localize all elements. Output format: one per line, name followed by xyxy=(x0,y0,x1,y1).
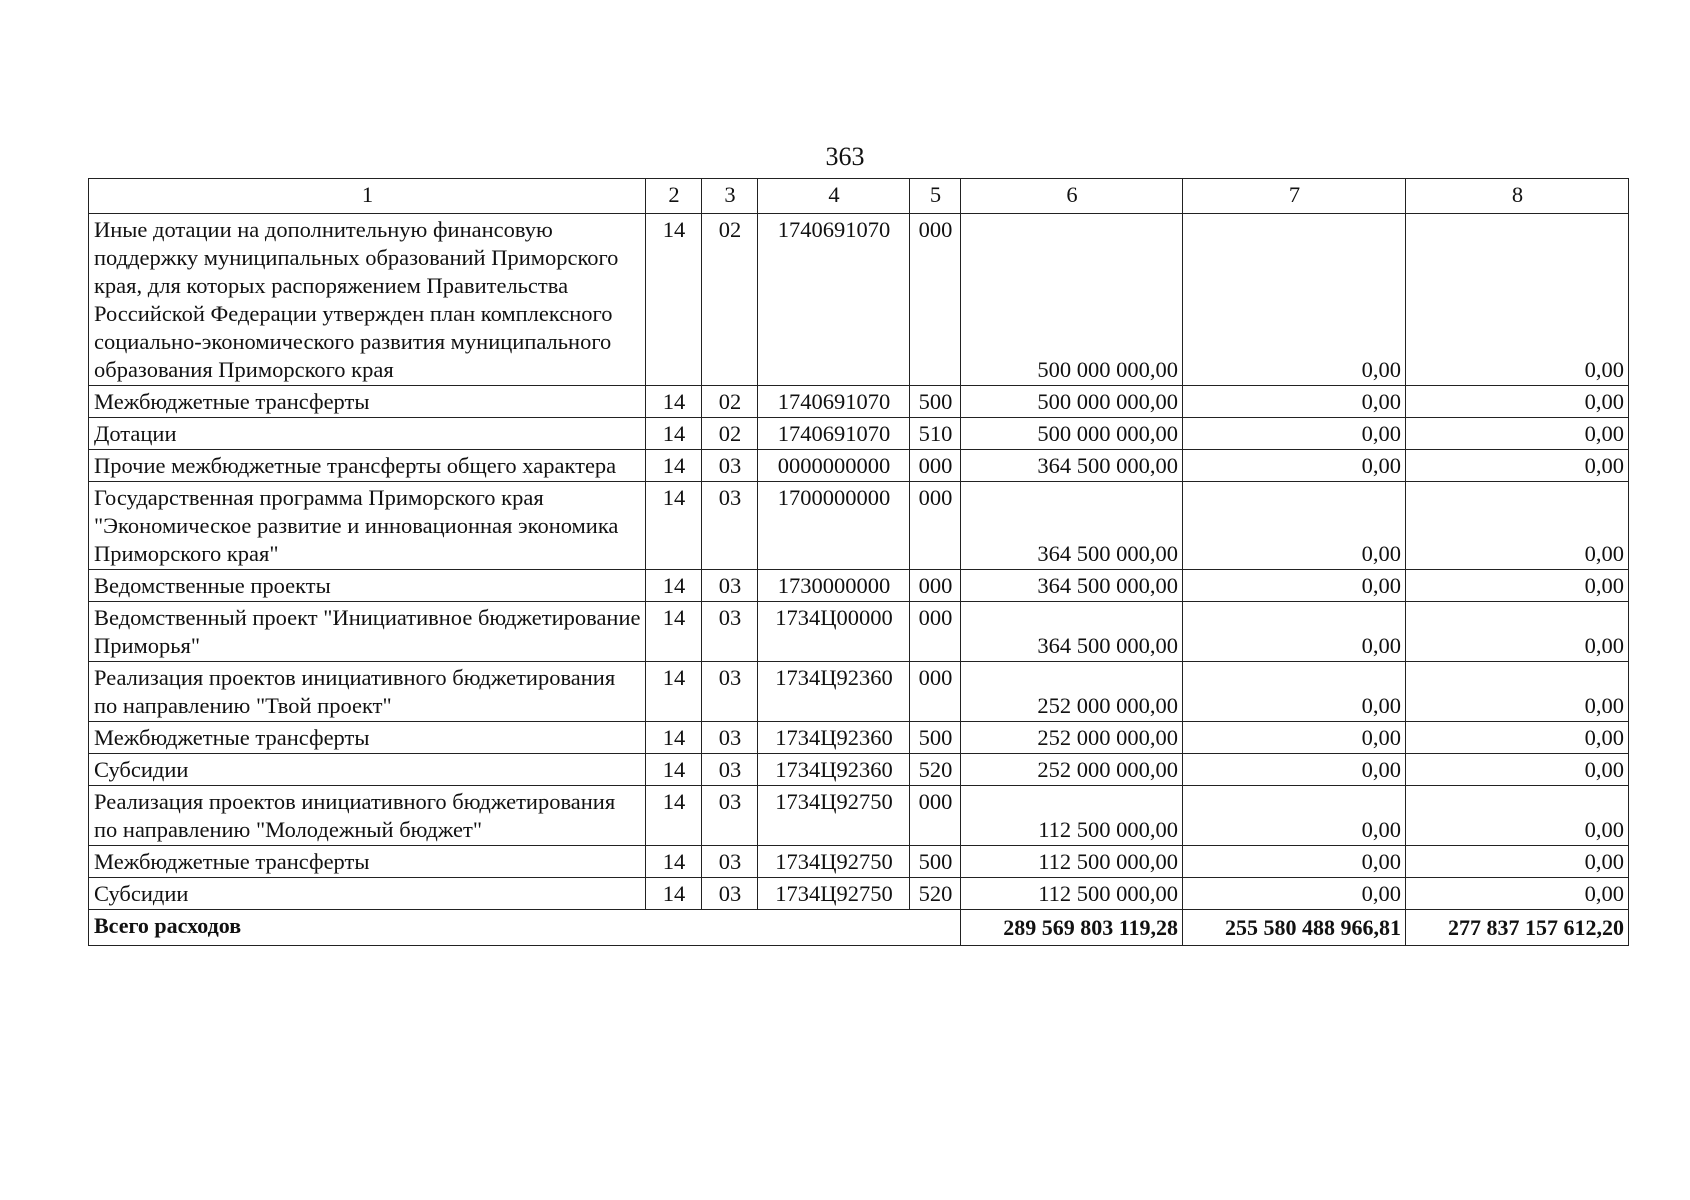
page-number: 363 xyxy=(825,142,865,171)
total-row xyxy=(89,910,1629,946)
amount-col8-cell: 0,00 xyxy=(1406,722,1629,754)
row-name-cell: Реализация проектов инициативного бюджетирования по направлению "Твой проект" xyxy=(89,662,646,722)
section-code-cell: 14 xyxy=(646,602,702,662)
section-code-cell: 14 xyxy=(646,754,702,786)
amount-col7-cell: 0,00 xyxy=(1183,878,1406,910)
row-name-cell: Государственная программа Приморского края "Экономическое развитие и инновационная экономика Приморского края" xyxy=(89,482,646,570)
section-code-cell: 14 xyxy=(646,846,702,878)
amount-col6-cell: 364 500 000,00 xyxy=(961,602,1183,662)
target-article-cell: 1734Ц00000 xyxy=(758,602,910,662)
amount-col6-cell: 112 500 000,00 xyxy=(961,878,1183,910)
table-row xyxy=(89,602,1629,662)
amount-col7-cell: 0,00 xyxy=(1183,450,1406,482)
expense-type-cell: 000 xyxy=(910,786,961,846)
amount-col7-cell: 0,00 xyxy=(1183,786,1406,846)
amount-col8-cell: 0,00 xyxy=(1406,214,1629,386)
amount-col8-cell: 0,00 xyxy=(1406,386,1629,418)
row-name-cell: Ведомственный проект "Инициативное бюджетирование Приморья" xyxy=(89,602,646,662)
amount-col7-cell: 0,00 xyxy=(1183,386,1406,418)
table-row xyxy=(89,386,1629,418)
table-row xyxy=(89,786,1629,846)
header-cell: 5 xyxy=(910,179,961,214)
amount-col7-cell: 0,00 xyxy=(1183,418,1406,450)
subsection-code-cell: 02 xyxy=(702,386,758,418)
section-code-cell: 14 xyxy=(646,386,702,418)
header-cell: 3 xyxy=(702,179,758,214)
amount-col7-cell: 0,00 xyxy=(1183,602,1406,662)
amount-col8-cell: 0,00 xyxy=(1406,570,1629,602)
subsection-code-cell: 03 xyxy=(702,786,758,846)
target-article-cell: 1734Ц92750 xyxy=(758,786,910,846)
expense-type-cell: 000 xyxy=(910,482,961,570)
table-row xyxy=(89,846,1629,878)
expense-type-cell: 000 xyxy=(910,602,961,662)
table-row xyxy=(89,570,1629,602)
table-row xyxy=(89,878,1629,910)
section-code-cell: 14 xyxy=(646,214,702,386)
amount-col8-cell: 0,00 xyxy=(1406,662,1629,722)
target-article-cell: 1734Ц92360 xyxy=(758,662,910,722)
subsection-code-cell: 03 xyxy=(702,722,758,754)
target-article-cell: 1730000000 xyxy=(758,570,910,602)
subsection-code-cell: 03 xyxy=(702,878,758,910)
target-article-cell: 1734Ц92360 xyxy=(758,754,910,786)
table-row xyxy=(89,722,1629,754)
subsection-code-cell: 03 xyxy=(702,662,758,722)
amount-col8-cell: 0,00 xyxy=(1406,846,1629,878)
expense-type-cell: 520 xyxy=(910,754,961,786)
table-row xyxy=(89,482,1629,570)
section-code-cell: 14 xyxy=(646,482,702,570)
table-row xyxy=(89,418,1629,450)
section-code-cell: 14 xyxy=(646,878,702,910)
budget-table xyxy=(88,178,1629,946)
total-amount-c8: 277 837 157 612,20 xyxy=(1406,910,1629,946)
expense-type-cell: 500 xyxy=(910,846,961,878)
amount-col6-cell: 112 500 000,00 xyxy=(961,846,1183,878)
amount-col6-cell: 500 000 000,00 xyxy=(961,418,1183,450)
amount-col8-cell: 0,00 xyxy=(1406,878,1629,910)
amount-col7-cell: 0,00 xyxy=(1183,846,1406,878)
amount-col6-cell: 364 500 000,00 xyxy=(961,570,1183,602)
row-name-cell: Межбюджетные трансферты xyxy=(89,386,646,418)
header-cell: 7 xyxy=(1183,179,1406,214)
table-row xyxy=(89,450,1629,482)
target-article-cell: 1700000000 xyxy=(758,482,910,570)
section-code-cell: 14 xyxy=(646,418,702,450)
amount-col7-cell: 0,00 xyxy=(1183,662,1406,722)
row-name-cell: Ведомственные проекты xyxy=(89,570,646,602)
target-article-cell: 1740691070 xyxy=(758,386,910,418)
amount-col6-cell: 252 000 000,00 xyxy=(961,754,1183,786)
total-label: Всего расходов xyxy=(89,910,961,946)
expense-type-cell: 000 xyxy=(910,662,961,722)
expense-type-cell: 520 xyxy=(910,878,961,910)
section-code-cell: 14 xyxy=(646,450,702,482)
target-article-cell: 1734Ц92750 xyxy=(758,846,910,878)
amount-col6-cell: 364 500 000,00 xyxy=(961,450,1183,482)
subsection-code-cell: 03 xyxy=(702,846,758,878)
expense-type-cell: 000 xyxy=(910,570,961,602)
header-cell: 4 xyxy=(758,179,910,214)
table-row xyxy=(89,214,1629,386)
subsection-code-cell: 03 xyxy=(702,482,758,570)
amount-col6-cell: 364 500 000,00 xyxy=(961,482,1183,570)
expense-type-cell: 000 xyxy=(910,214,961,386)
subsection-code-cell: 03 xyxy=(702,570,758,602)
section-code-cell: 14 xyxy=(646,786,702,846)
amount-col7-cell: 0,00 xyxy=(1183,722,1406,754)
expense-type-cell: 510 xyxy=(910,418,961,450)
amount-col8-cell: 0,00 xyxy=(1406,754,1629,786)
expense-type-cell: 000 xyxy=(910,450,961,482)
subsection-code-cell: 03 xyxy=(702,754,758,786)
subsection-code-cell: 03 xyxy=(702,450,758,482)
row-name-cell: Дотации xyxy=(89,418,646,450)
header-cell: 1 xyxy=(89,179,646,214)
row-name-cell: Межбюджетные трансферты xyxy=(89,846,646,878)
section-code-cell: 14 xyxy=(646,570,702,602)
amount-col8-cell: 0,00 xyxy=(1406,450,1629,482)
target-article-cell: 1734Ц92750 xyxy=(758,878,910,910)
header-cell: 6 xyxy=(961,179,1183,214)
row-name-cell: Иные дотации на дополнительную финансовую поддержку муниципальных образований Приморского края, для которых распоряжением Правительства Российской Федерации утвержден план комплексного социально-экономического развития муниципального образования Приморского края xyxy=(89,214,646,386)
amount-col6-cell: 252 000 000,00 xyxy=(961,722,1183,754)
amount-col6-cell: 500 000 000,00 xyxy=(961,386,1183,418)
total-amount-c7: 255 580 488 966,81 xyxy=(1183,910,1406,946)
expense-type-cell: 500 xyxy=(910,722,961,754)
amount-col6-cell: 112 500 000,00 xyxy=(961,786,1183,846)
row-name-cell: Прочие межбюджетные трансферты общего характера xyxy=(89,450,646,482)
section-code-cell: 14 xyxy=(646,722,702,754)
row-name-cell: Субсидии xyxy=(89,754,646,786)
amount-col7-cell: 0,00 xyxy=(1183,214,1406,386)
amount-col6-cell: 500 000 000,00 xyxy=(961,214,1183,386)
header-row xyxy=(89,179,1629,214)
amount-col7-cell: 0,00 xyxy=(1183,482,1406,570)
subsection-code-cell: 02 xyxy=(702,214,758,386)
amount-col7-cell: 0,00 xyxy=(1183,570,1406,602)
amount-col6-cell: 252 000 000,00 xyxy=(961,662,1183,722)
row-name-cell: Реализация проектов инициативного бюджетирования по направлению "Молодежный бюджет" xyxy=(89,786,646,846)
table-row xyxy=(89,662,1629,722)
target-article-cell: 1740691070 xyxy=(758,214,910,386)
header-cell: 8 xyxy=(1406,179,1629,214)
table-row xyxy=(89,754,1629,786)
subsection-code-cell: 02 xyxy=(702,418,758,450)
subsection-code-cell: 03 xyxy=(702,602,758,662)
amount-col8-cell: 0,00 xyxy=(1406,482,1629,570)
target-article-cell: 1740691070 xyxy=(758,418,910,450)
section-code-cell: 14 xyxy=(646,662,702,722)
total-amount-c6: 289 569 803 119,28 xyxy=(961,910,1183,946)
row-name-cell: Субсидии xyxy=(89,878,646,910)
target-article-cell: 1734Ц92360 xyxy=(758,722,910,754)
target-article-cell: 0000000000 xyxy=(758,450,910,482)
amount-col7-cell: 0,00 xyxy=(1183,754,1406,786)
header-cell: 2 xyxy=(646,179,702,214)
amount-col8-cell: 0,00 xyxy=(1406,418,1629,450)
expense-type-cell: 500 xyxy=(910,386,961,418)
row-name-cell: Межбюджетные трансферты xyxy=(89,722,646,754)
amount-col8-cell: 0,00 xyxy=(1406,786,1629,846)
amount-col8-cell: 0,00 xyxy=(1406,602,1629,662)
